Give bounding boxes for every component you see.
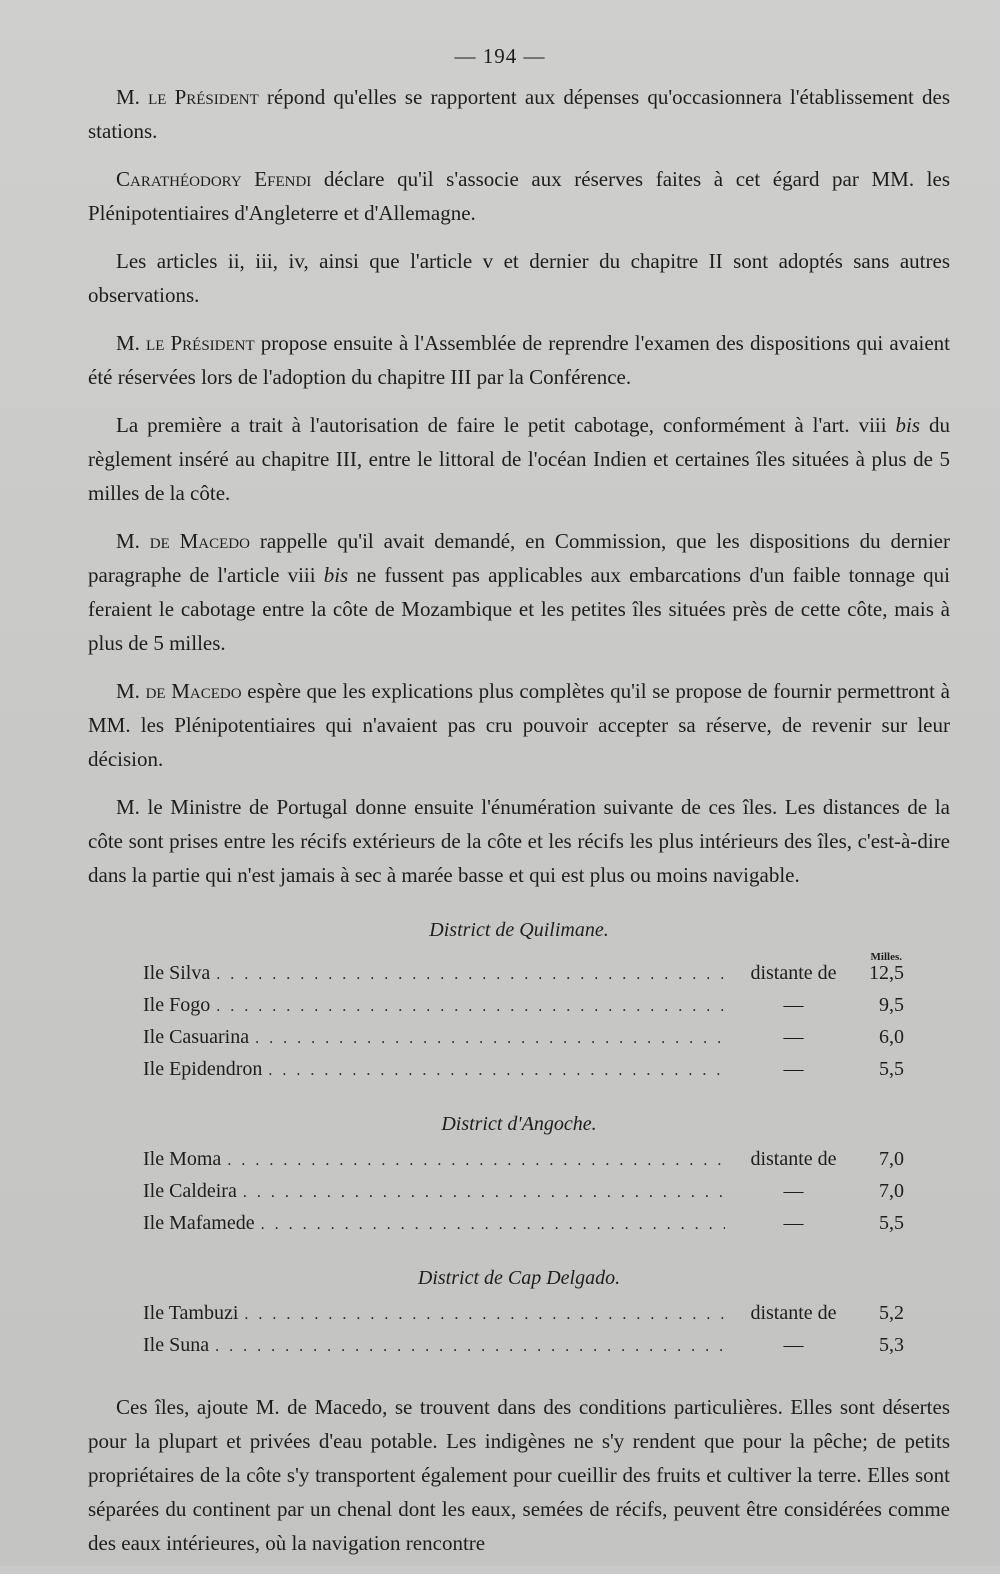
island-row bbox=[143, 1176, 904, 1208]
dot-leader bbox=[243, 1178, 725, 1208]
island-name: Ile Casuarina bbox=[143, 1026, 250, 1048]
paragraph-text: La première a trait à l'autorisation de faire le petit cabotage, conformément à l'art. viii bbox=[116, 413, 896, 437]
italic-bis: bis bbox=[323, 563, 349, 587]
distance-value: 9,5 bbox=[879, 994, 904, 1016]
speaker-name: M. de Macedo bbox=[116, 679, 242, 703]
dot-leader bbox=[261, 1210, 725, 1240]
island-row bbox=[143, 1054, 904, 1086]
distance-label: — bbox=[783, 1058, 804, 1080]
distance-value: 7,0 bbox=[879, 1180, 904, 1202]
distance-value: 12,5 bbox=[869, 962, 904, 984]
paragraph-5 bbox=[88, 408, 950, 510]
dot-leader bbox=[227, 1146, 725, 1176]
distance-label: — bbox=[783, 1180, 804, 1202]
dot-leader bbox=[216, 992, 725, 1022]
dot-leader bbox=[255, 1024, 725, 1054]
distance-value: 6,0 bbox=[879, 1026, 904, 1048]
island-row bbox=[143, 990, 904, 1022]
paragraph-1 bbox=[88, 80, 950, 148]
paragraph-3: Les articles ii, iii, iv, ainsi que l'article v et dernier du chapitre II sont adoptés sans autres observations. bbox=[88, 249, 950, 307]
distance-value: 5,2 bbox=[879, 1302, 904, 1324]
island-row bbox=[143, 958, 904, 990]
island-row bbox=[143, 1144, 904, 1176]
island-row bbox=[143, 1298, 904, 1330]
island-name: Ile Fogo bbox=[143, 994, 211, 1016]
paragraph-8: M. le Ministre de Portugal donne ensuite l'énumération suivante de ces îles. Les distances de la côte sont prises entre les récifs extérieurs de la côte et les récifs les plus intérieurs des îles, c'est-à-dire dans la partie qui n'est jamais à sec à marée basse et qui est plus ou moins navigable. bbox=[88, 795, 950, 887]
district-title: District d'Angoche. bbox=[441, 1113, 597, 1135]
speaker-name: M. de Macedo bbox=[116, 529, 250, 553]
island-name: Ile Caldeira bbox=[143, 1180, 237, 1202]
island-name: Ile Tambuzi bbox=[143, 1302, 239, 1324]
district-title: District de Quilimane. bbox=[429, 919, 609, 941]
paragraph-7 bbox=[88, 674, 950, 776]
island-row bbox=[143, 1022, 904, 1054]
paragraph-text: rappelle qu'il avait demandé, en Commission, que les dispositions du dernier paragraphe de l'article viii bbox=[88, 529, 950, 587]
district-quilimane bbox=[88, 916, 950, 1086]
paragraph-text: propose ensuite à l'Assemblée de reprendre l'examen des dispositions qui avaient été réservées lors de l'adoption du chapitre III par la Conférence. bbox=[88, 331, 951, 389]
distance-value: 5,5 bbox=[879, 1212, 904, 1234]
island-row bbox=[143, 1208, 904, 1240]
paragraph-4 bbox=[88, 326, 950, 394]
distance-label: — bbox=[783, 1026, 804, 1048]
dot-leader bbox=[215, 1332, 725, 1362]
district-angoche bbox=[88, 1110, 950, 1240]
paragraph-text: déclare qu'il s'associe aux réserves faites à cet égard par MM. les Plénipotentiaires d'Angleterre et d'Allemagne. bbox=[88, 167, 950, 225]
distance-label: distante de bbox=[750, 1148, 837, 1170]
paragraph-text: du règlement inséré au chapitre III, entre le littoral de l'océan Indien et certaines îles situées à plus de 5 milles de la côte. bbox=[88, 413, 951, 505]
distance-label: distante de bbox=[750, 962, 837, 984]
page-number: — 194 — bbox=[454, 44, 546, 68]
island-row bbox=[143, 1330, 904, 1362]
island-name: Ile Moma bbox=[143, 1148, 222, 1170]
distance-label: — bbox=[783, 994, 804, 1016]
italic-bis: bis bbox=[895, 413, 921, 437]
island-name: Ile Suna bbox=[143, 1334, 210, 1356]
distance-label: — bbox=[783, 1334, 804, 1356]
paragraph-6 bbox=[88, 524, 950, 660]
dot-leader bbox=[244, 1300, 725, 1330]
paragraph-text: ne fussent pas applicables aux embarcations d'un faible tonnage qui feraient le cabotage entre la côte de Mozambique et les petites îles situées près de cette côte, mais à plus de 5 milles. bbox=[88, 563, 951, 655]
speaker-name: M. le Président bbox=[116, 331, 255, 355]
document-body bbox=[88, 80, 950, 1574]
dot-leader bbox=[216, 960, 725, 990]
distance-value: 5,5 bbox=[879, 1058, 904, 1080]
speaker-name: M. le Président bbox=[116, 85, 259, 109]
district-cap-delgado bbox=[88, 1264, 950, 1362]
district-title: District de Cap Delgado. bbox=[417, 1267, 621, 1289]
paragraph-9: Ces îles, ajoute M. de Macedo, se trouvent dans des conditions particulières. Elles sont désertes pour la plupart et privées d'eau potable. Les indigènes ne s'y rendent que pour la pêche; de petits propriétaires de la côte s'y transportent également pour cueillir des fruits et cultiver la terre. Elles sont séparées du continent par un chenal dont les eaux, semées de récifs, peuvent être considérées comme des eaux intérieures, où la navigation rencontre bbox=[88, 1395, 950, 1555]
distance-value: 7,0 bbox=[879, 1148, 904, 1170]
speaker-name: Carathéodory Efendi bbox=[116, 167, 312, 191]
distance-label: distante de bbox=[750, 1302, 837, 1324]
dot-leader bbox=[268, 1056, 725, 1086]
units-header: Milles. bbox=[870, 951, 902, 963]
paragraph-2 bbox=[88, 162, 950, 230]
paragraph-text: espère que les explications plus complètes qu'il se propose de fournir permettront à MM. les Plénipotentiaires qui n'avaient pas cru pouvoir accepter sa réserve, de revenir sur leur décision. bbox=[88, 679, 950, 771]
island-name: Ile Mafamede bbox=[143, 1212, 255, 1234]
island-name: Ile Silva bbox=[143, 962, 211, 984]
distance-value: 5,3 bbox=[879, 1334, 904, 1356]
paragraph-text: répond qu'elles se rapportent aux dépenses qu'occasionnera l'établissement des stations. bbox=[88, 85, 950, 143]
distance-label: — bbox=[783, 1212, 804, 1234]
island-name: Ile Epidendron bbox=[143, 1058, 263, 1080]
